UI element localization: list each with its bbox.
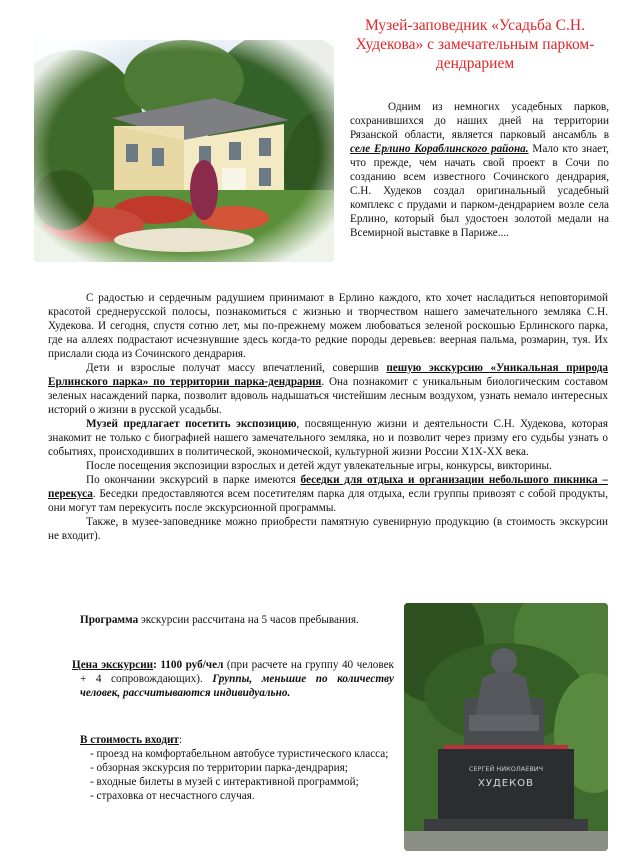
monument-caption-small: СЕРГЕЙ НИКОЛАЕВИЧ [468, 765, 544, 773]
price-value: : 1100 руб/чел [153, 659, 224, 671]
excursion-link[interactable]: пешую экскурсию «Уникальная природа Ерлинского парка» по территории парка-дендрария [48, 362, 609, 388]
excursion-text-rest: . Она познакомит с уникальным биологическим составом зеленых насаждений парка, позволит вдоволь надышаться чистейшим лесным воздухом, узнать немало интересных историй о жизни в русской усадьбы. [48, 376, 608, 416]
page-title: Музей-заповедник «Усадьба С.Н. Худекова» с замечательным парком-дендрарием [355, 17, 595, 72]
list-item: - входные билеты в музей с интерактивной программой; [90, 776, 359, 788]
list-item: - страховка от несчастного случая. [90, 790, 255, 802]
manor-house-photo [34, 40, 334, 262]
gazebos-link[interactable]: беседки для отдыха и организации небольшого пикника – перекуса [48, 474, 608, 500]
price-block [72, 658, 395, 700]
price-note: Группы, меньшие по количеству человек, рассчитываются индивидуально. [80, 673, 395, 699]
intro-paragraph [350, 100, 609, 240]
list-item: - проезд на комфортабельном автобусе туристического класса; [90, 748, 389, 760]
included-list [80, 747, 394, 803]
paragraph-welcome: С радостью и сердечным радушием принимают в Ерлино каждого, кто хочет насладиться неповторимой красотой среднерусской полосы, познакомиться с жизнью и творчеством нашего замечательного земляка С.Н. Худекова. И сегодня, спустя сотню лет, мы по-прежнему можем любоваться зеленой роскошью Ерлинского парка, где на аллеях подрастают исчезнувшие здесь когда-то редкие породы деревьев: веерная пальма, розмарин, туя. Их прислали сюда из Сочинского дендрария. [48, 292, 608, 360]
included-heading: В стоимость входит [80, 734, 179, 746]
paragraph-excursion [48, 361, 608, 417]
main-text [48, 291, 608, 543]
gazebos-text: По окончании экскурсий в парке имеются [86, 474, 301, 486]
program-text: экскурсии рассчитана на 5 часов пребывания. [138, 614, 359, 626]
monument-caption-name: ХУДЕКОВ [478, 778, 534, 789]
paragraph-exposition [48, 417, 608, 459]
paragraph-souvenirs: Также, в музее-заповеднике можно приобрести памятную сувенирную продукцию (в стоимость экскурсии не входит). [48, 516, 608, 542]
monument-illustration [404, 603, 608, 851]
manor-house-illustration [34, 40, 334, 262]
program-bold: Программа [80, 614, 139, 626]
excursion-text: Дети и взрослые получат массу впечатлений, совершив [86, 362, 387, 374]
intro-text: Одним из немногих усадебных парков, сохранившихся до наших дней на территории Рязанской области, является парковый ансамбль в [350, 101, 609, 141]
village-link[interactable]: селе Ерлино Кораблинского района. [350, 143, 529, 155]
price-label: Цена экскурсии [72, 659, 154, 671]
exposition-bold: Музей предлагает посетить экспозицию [86, 418, 297, 430]
program-block [80, 613, 394, 627]
price-text: (при расчете на группу 40 человек + 4 сопровождающих). [80, 659, 394, 685]
gazebos-text-rest: . Беседки предоставляются всем посетителям парка для отдыха, если группы привозят с собой продукты, они могут там перекусить после экскурсионной программы. [48, 488, 608, 514]
monument-photo [404, 603, 608, 851]
paragraph-gazebos [48, 473, 608, 515]
list-item: - обзорная экскурсия по территории парка-дендрария; [90, 762, 348, 774]
included-block: В стоимость входит: - проезд на комфортабельном автобусе туристического класса; - обзорная экскурсия по территории парка-дендрария; - входные билеты в музей с интерактивной программой; - страховка от несчастного случая. [80, 733, 394, 803]
paragraph-games: После посещения экспозиции взрослых и детей ждут увлекательные игры, конкурсы, викторины. [86, 460, 552, 472]
intro-text-rest: Мало кто знает, что прежде, чем начать свой проект в Сочи по созданию всем известного Сочинского дендрария, С.Н. Худеков создал оригинальный усадебный комплекс с прудами и парком-дендрарием возле села Ерлино, который был удостоен золотой медали на Всемирной выставке в Париже.... [350, 143, 609, 239]
exposition-text: , посвященную жизни и деятельности С.Н. Худекова, которая знакомит не только с биографией нашего замечательного земляка, но и позволит через призму его судьбы узнать о событиях, происходивших в политической, экономической, культурной жизни России Х1Х-ХХ века. [48, 418, 608, 458]
